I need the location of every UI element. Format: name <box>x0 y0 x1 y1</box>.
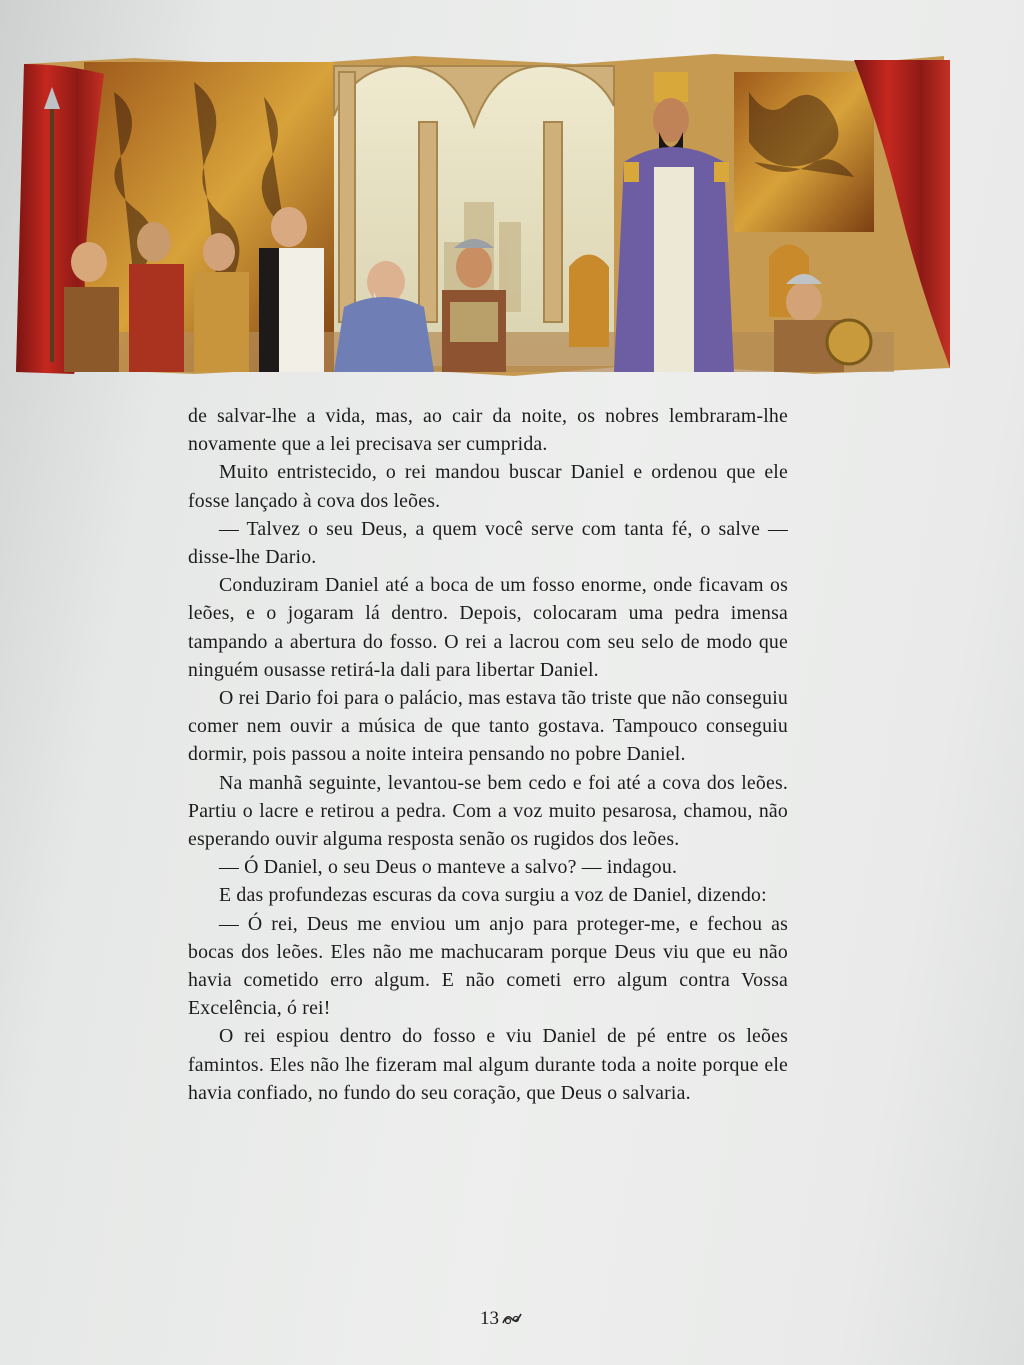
paragraph-2: Muito entristecido, o rei mandou buscar Daniel e ordenou que ele fosse lançado à cova dos leões. <box>188 461 788 512</box>
paragraph-4: Conduziram Daniel até a boca de um fosso enorme, onde ficavam os leões, e o jogaram lá dentro. Depois, colocaram uma pedra imensa tampando a abertura do fosso. O rei a lacrou com seu selo de modo que ninguém ousasse retirá-la dali para libertar Daniel. <box>188 574 788 681</box>
paragraph-6: Na manhã seguinte, levantou-se bem cedo e foi até a cova dos leões. Partiu o lacre e retirou a pedra. Com a voz muito pesarosa, chamou, não esperando ouvir alguma resposta senão os rugidos dos leões. <box>188 771 788 851</box>
paragraph-8: E das profundezas escuras da cova surgiu a voz de Daniel, dizendo: <box>219 884 767 907</box>
paragraph-9: — Ó rei, Deus me enviou um anjo para proteger-me, e fechou as bocas dos leões. Eles não me machucaram porque Deus viu que eu não havia cometido erro algum. E não cometi erro algum contra Vossa Excelência, ó rei! <box>188 912 788 1020</box>
page-number: 13 <box>480 1308 499 1329</box>
page-footer <box>480 1308 523 1330</box>
paragraph-7: — Ó Daniel, o seu Deus o manteve a salvo? — indagou. <box>219 856 678 879</box>
story-text <box>188 402 788 1107</box>
paragraph-3: — Talvez o seu Deus, a quem você serve com tanta fé, o salve — disse-lhe Dario. <box>188 517 788 569</box>
royal-court-illustration <box>14 52 952 378</box>
paragraph-1: de salvar-lhe a vida, mas, ao cair da noite, os nobres lembraram-lhe novamente que a lei precisava ser cumprida. <box>188 405 788 456</box>
paragraph-10: O rei espiou dentro do fosso e viu Daniel de pé entre os leões famintos. Eles não lhe fizeram mal algum durante toda a noite porque ele havia confiado, no fundo do seu coração, que Deus o salvaria. <box>188 1025 788 1104</box>
swirl-ornament-icon <box>501 1311 523 1327</box>
paragraph-5: O rei Dario foi para o palácio, mas estava tão triste que não conseguiu comer nem ouvir a música de que tanto gostava. Tampouco conseguiu dormir, pois passou a noite inteira pensando no pobre Daniel. <box>188 687 788 766</box>
